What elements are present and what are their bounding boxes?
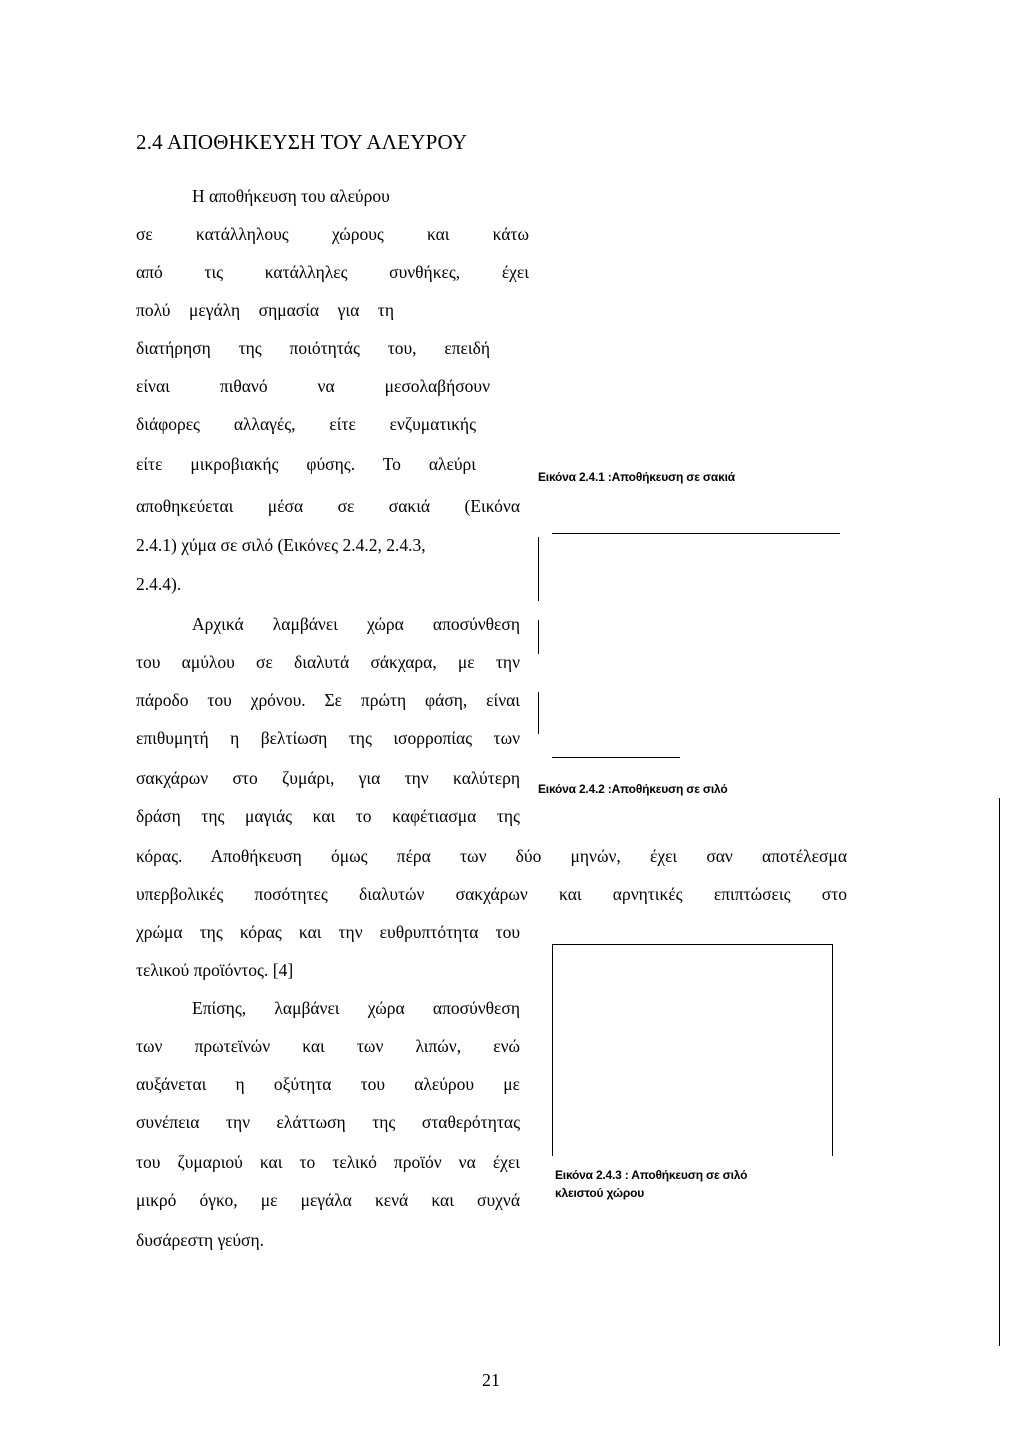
text-line: είτε μικροβιακής φύσης. Το αλεύρι xyxy=(136,454,476,474)
image-frame-top xyxy=(552,944,832,945)
image-frame-left-middle xyxy=(538,620,539,654)
text-line: κόρας. Αποθήκευση όμως πέρα των δύο μηνών, έχει σαν αποτέλεσμα xyxy=(136,846,847,866)
figure-caption: Εικόνα 2.4.1 :Αποθήκευση σε σακιά xyxy=(538,470,735,484)
text-line: 2.4.4). xyxy=(136,574,182,594)
text-line: δράση της μαγιάς και το καφέτιασμα της xyxy=(136,806,520,826)
image-frame-left-lower xyxy=(538,692,539,734)
section-heading: 2.4 ΑΠΟΘΗΚΕΥΣΗ ΤΟΥ ΑΛΕΥΡΟΥ xyxy=(136,130,468,154)
text-line: αποθηκεύεται μέσα σε σακιά (Εικόνα xyxy=(136,496,520,516)
text-line: πάροδο του χρόνου. Σε πρώτη φάση, είναι xyxy=(136,690,520,710)
text-line: των πρωτεϊνών και των λιπών, ενώ xyxy=(136,1036,520,1056)
image-frame-top xyxy=(552,533,840,534)
text-line: μικρό όγκο, με μεγάλα κενά και συχνά xyxy=(136,1190,520,1210)
image-frame-right xyxy=(999,798,1000,1346)
text-line: του αμύλου σε διαλυτά σάκχαρα, με την xyxy=(136,652,520,672)
figure-caption: Εικόνα 2.4.2 :Αποθήκευση σε σιλό xyxy=(538,782,728,796)
figure-caption-line2: κλειστού χώρου xyxy=(555,1186,645,1200)
image-frame-left-upper xyxy=(538,537,539,601)
text-line: Επίσης, λαμβάνει χώρα αποσύνθεση xyxy=(192,998,520,1018)
image-frame-bottom xyxy=(552,757,680,758)
image-frame-left xyxy=(552,944,553,1156)
text-line: πολύ μεγάλη σημασία για τη xyxy=(136,300,394,320)
text-line: είναι πιθανό να μεσολαβήσουν xyxy=(136,376,490,396)
text-line: του ζυμαριού και το τελικό προϊόν να έχει xyxy=(136,1152,520,1172)
page-number: 21 xyxy=(482,1370,500,1390)
text-line: Αρχικά λαμβάνει χώρα αποσύνθεση xyxy=(192,614,520,634)
text-line: αυξάνεται η οξύτητα του αλεύρου με xyxy=(136,1074,520,1094)
text-line: τελικού προϊόντος. [4] xyxy=(136,960,294,980)
text-line: από τις κατάλληλες συνθήκες, έχει xyxy=(136,262,529,282)
text-line: Η αποθήκευση του αλεύρου xyxy=(192,186,390,206)
text-line: 2.4.1) χύμα σε σιλό (Εικόνες 2.4.2, 2.4.3, xyxy=(136,535,426,555)
figure-caption-line1: Εικόνα 2.4.3 : Αποθήκευση σε σιλό xyxy=(555,1168,748,1182)
text-line: χρώμα της κόρας και την ευθρυπτότητα του xyxy=(136,922,520,942)
text-line: υπερβολικές ποσότητες διαλυτών σακχάρων και αρνητικές επιπτώσεις στο xyxy=(136,884,847,904)
text-line: σε κατάλληλους χώρους και κάτω xyxy=(136,224,529,244)
text-line: διάφορες αλλαγές, είτε ενζυματικής xyxy=(136,414,476,434)
text-line: σακχάρων στο ζυμάρι, για την καλύτερη xyxy=(136,768,520,788)
text-line: δυσάρεστη γεύση. xyxy=(136,1230,264,1250)
text-line: διατήρηση της ποιότητάς του, επειδή xyxy=(136,338,490,358)
text-line: συνέπεια την ελάττωση της σταθερότητας xyxy=(136,1112,520,1132)
image-frame-right xyxy=(832,944,833,1156)
text-line: επιθυμητή η βελτίωση της ισορροπίας των xyxy=(136,728,520,748)
